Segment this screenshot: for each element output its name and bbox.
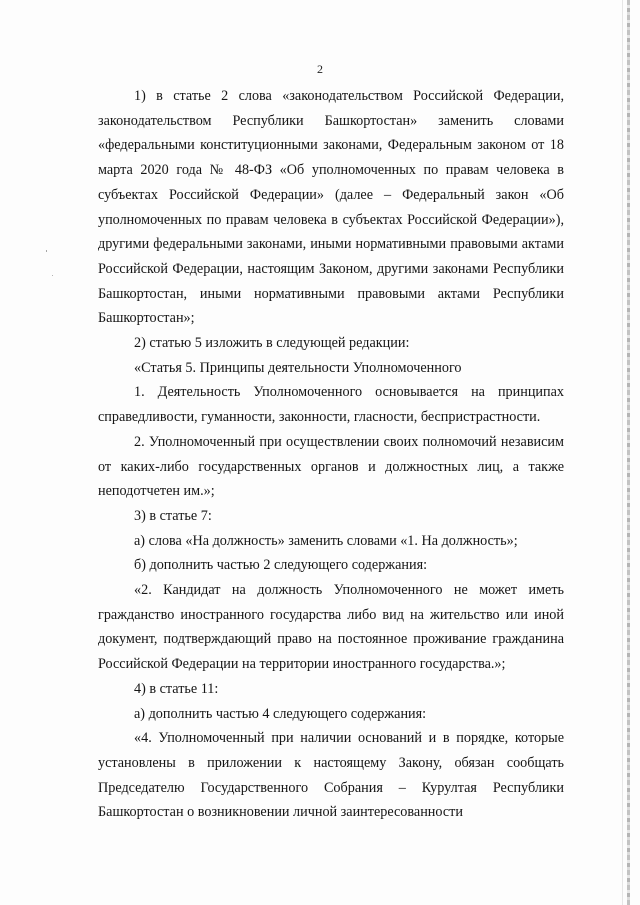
scan-edge-shadow [622, 0, 623, 905]
paragraph-article-7-item-b: б) дополнить частью 2 следующего содержания: [134, 557, 428, 574]
paragraph-article-5-heading: «Статья 5. Принципы деятельности Уполномоченного [134, 359, 462, 376]
paragraph-article-5-part-2: 2. Уполномоченный при осуществлении своих полномочий независим от каких-либо государственных органов и должностных лиц, а также неподотчетен им.»; [98, 433, 564, 500]
paragraph-article-7-item-a: а) слова «На должность» заменить словами «1. На должность»; [134, 532, 518, 549]
document-body [98, 84, 564, 825]
scan-edge-artifact [627, 0, 630, 905]
paragraph-article-11-item-a: а) дополнить частью 4 следующего содержания: [134, 705, 427, 722]
paragraph-article-7-part-2: «2. Кандидат на должность Уполномоченного не может иметь гражданство иностранного государства либо вид на жительство или иной документ, подтверждающий право на постоянное проживание гражданина Российской Федерации на территории иностранного государства.»; [98, 582, 564, 673]
paragraph-article-11-part-4: «4. Уполномоченный при наличии оснований и в порядке, которые установлены в приложении к настоящему Закону, обязан сообщать Председателю Государственного Собрания – Курултая Республики Башкортостан о возникновении личной заинтересованности [98, 730, 564, 821]
scan-speck [46, 250, 47, 252]
paragraph-amend-article-7: 3) в статье 7: [134, 507, 212, 524]
paragraph-amend-article-2: 1) в статье 2 слова «законодательством Российской Федерации, законодательством Республики Башкортостан» заменить словами «федеральными конституционными законами, Федеральным законом от 18 марта 2020 года № 48-ФЗ «Об уполномоченных по правам человека в субъектах Российской Федерации» (далее – Федеральный закон «Об уполномоченных по правам человека в субъектах Российской Федерации»), другими федеральными законами, иными нормативными правовыми актами Российской Федерации, настоящим Законом, другими законами Республики Башкортостан, иными нормативными правовыми актами Республики Башкортостан»; [98, 88, 564, 327]
paragraph-amend-article-11: 4) в статье 11: [134, 680, 219, 697]
paragraph-article-5-part-1: 1. Деятельность Уполномоченного основывается на принципах справедливости, гуманности, законности, гласности, беспристрастности. [98, 384, 564, 426]
paragraph-amend-article-5: 2) статью 5 изложить в следующей редакции: [134, 335, 410, 352]
scan-speck [52, 275, 53, 276]
page-number: 2 [317, 62, 323, 76]
